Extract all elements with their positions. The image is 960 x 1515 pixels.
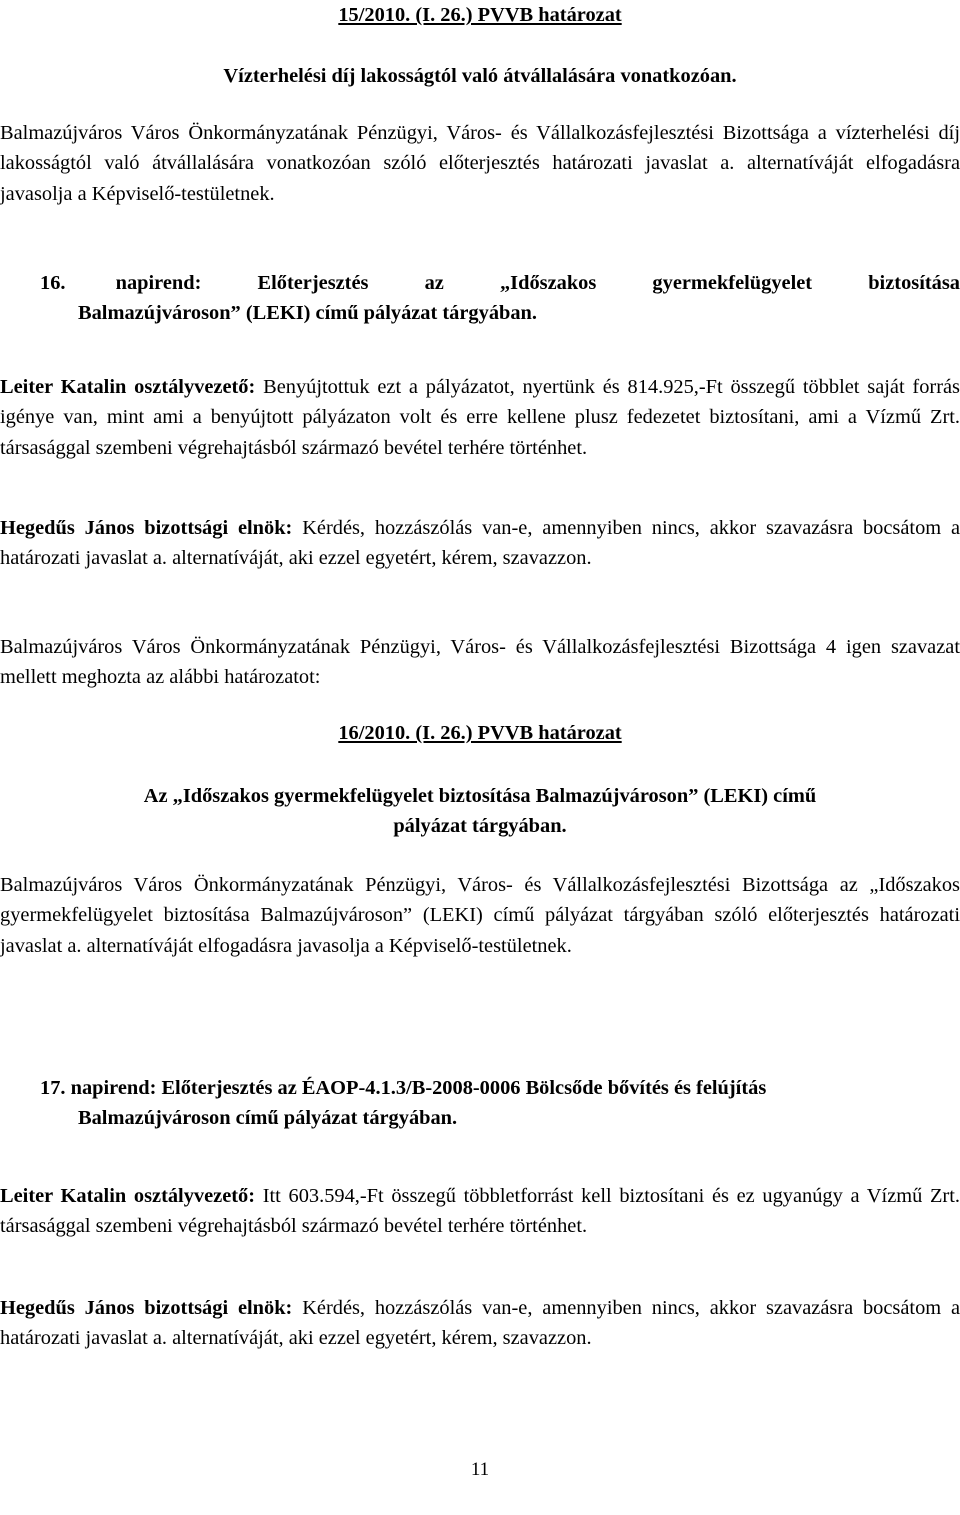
- agenda-16-word: biztosítása: [868, 272, 960, 294]
- speaker-name: Hegedűs János bizottsági elnök:: [0, 1297, 293, 1319]
- agenda-17-speaker-2: [0, 1293, 960, 1354]
- decision-1-title: 15/2010. (I. 26.) PVVB határozat: [338, 4, 622, 26]
- speaker-name: Leiter Katalin osztályvezető:: [0, 1185, 256, 1207]
- agenda-16-word: „Időszakos: [499, 272, 597, 294]
- speaker-text: Benyújtottuk ezt a pályázatot, nyertünk és 814.925,-Ft összegű többlet saját forrás igénye van, mint ami a benyújtott pályázaton volt és erre kellene plusz fedezetet biztosítani, ami a Vízmű Zrt. társasággal szembeni végrehajtásból származó bevétel terhére történhet.: [0, 376, 960, 459]
- speaker-name: Leiter Katalin osztályvezető:: [0, 376, 256, 398]
- decision-2-title: 16/2010. (I. 26.) PVVB határozat: [338, 722, 622, 744]
- decision-2-body: Balmazújváros Város Önkormányzatának Pénzügyi, Város- és Vállalkozásfejlesztési Bizottsága az „Időszakos gyermekfelügyelet biztosítása Balmazújvároson” (LEKI) című pályázat tárgyában szóló előterjesztés határozati javaslat a. alternatíváját elfogadásra javasolja a Képviselő-testületnek.: [0, 874, 960, 957]
- page-number: 11: [470, 1459, 490, 1480]
- speaker-text: Kérdés, hozzászólás van-e, amennyiben nincs, akkor szavazásra bocsátom a határozati javaslat a. alternatíváját, aki ezzel egyetért, kérem, szavazzon.: [0, 517, 960, 570]
- decision-2-subtitle-line-1: Az „Időszakos gyermekfelügyelet biztosítása Balmazújvároson” (LEKI) című: [143, 785, 817, 807]
- speaker-text: Kérdés, hozzászólás van-e, amennyiben nincs, akkor szavazásra bocsátom a határozati javaslat a. alternatíváját, aki ezzel egyetért, kérem, szavazzon.: [0, 1297, 960, 1350]
- agenda-16-speaker-1: [0, 372, 960, 463]
- agenda-16-word: gyermekfelügyelet: [652, 272, 813, 294]
- agenda-16-heading: [0, 268, 960, 329]
- speaker-text: Itt 603.594,-Ft összegű többletforrást kell biztosítani és ez ugyanúgy a Vízmű Zrt. társasággal szembeni végrehajtásból származó bevétel terhére történhet.: [0, 1185, 960, 1238]
- agenda-16-number: 16.: [40, 272, 66, 294]
- agenda-16-line-2: Balmazújvároson” (LEKI) című pályázat tárgyában.: [78, 302, 537, 325]
- agenda-16-word: az: [424, 272, 444, 294]
- agenda-16-speaker-2: [0, 513, 960, 574]
- speaker-name: Hegedűs János bizottsági elnök:: [0, 517, 293, 539]
- agenda-17-line-2: Balmazújvároson című pályázat tárgyában.: [78, 1107, 458, 1130]
- decision-2-subtitle-line-2: pályázat tárgyában.: [393, 815, 567, 838]
- agenda-16-word: Előterjesztés: [257, 272, 369, 294]
- agenda-16-line-1: [0, 268, 960, 298]
- agenda-17-line-1: [0, 1073, 960, 1103]
- agenda-17-heading: [0, 1073, 960, 1134]
- agenda-17-speaker-1: [0, 1181, 960, 1242]
- decision-1-body: Balmazújváros Város Önkormányzatának Pénzügyi, Város- és Vállalkozásfejlesztési Bizottsága a vízterhelési díj lakosságtól való átvállalására vonatkozóan szóló előterjesztés határozati javaslat a. alternatíváját elfogadásra javasolja a Képviselő-testületnek.: [0, 122, 960, 205]
- agenda-17-number: 17.: [40, 1077, 66, 1099]
- decision-1-subtitle: Vízterhelési díj lakosságtól való átvállalására vonatkozóan.: [223, 65, 737, 87]
- agenda-16-vote: Balmazújváros Város Önkormányzatának Pénzügyi, Város- és Vállalkozásfejlesztési Bizottsága 4 igen szavazat mellett meghozta az alábbi határozatot:: [0, 636, 960, 689]
- decision-2-subtitle: [0, 781, 960, 842]
- agenda-16-word: napirend:: [115, 272, 202, 294]
- agenda-17-title: napirend: Előterjesztés az ÉAOP-4.1.3/B-2008-0006 Bölcsőde bővítés és felújítás: [70, 1077, 767, 1099]
